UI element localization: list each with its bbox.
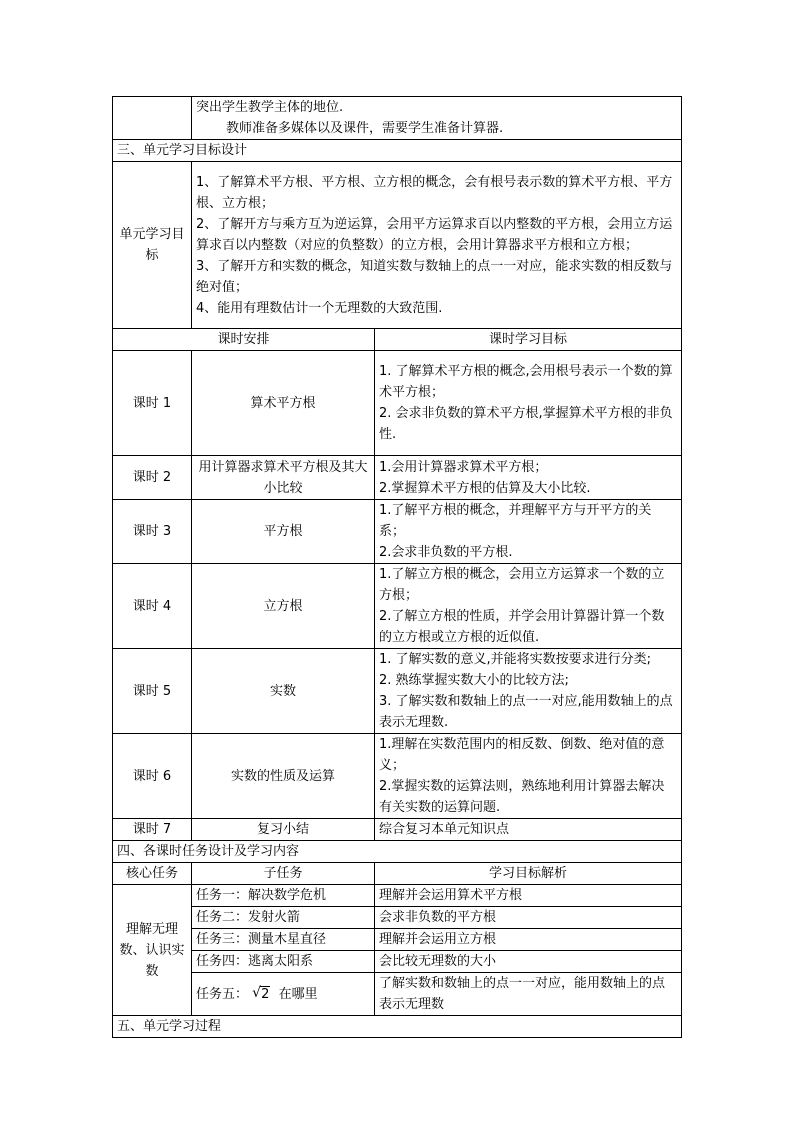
schedule-row bbox=[113, 500, 682, 564]
schedule-row bbox=[113, 819, 682, 841]
task-row bbox=[113, 885, 682, 907]
unit-goal-item: 1、了解算术平方根、平方根、立方根的概念，会有根号表示数的算术平方根、平方根、立方根； bbox=[196, 174, 673, 211]
period-topic: 算术平方根 bbox=[192, 351, 375, 456]
period-goals bbox=[375, 819, 682, 841]
period-goal-item: 1.会用计算器求算术平方根； bbox=[379, 459, 548, 475]
period-topic: 立方根 bbox=[192, 564, 375, 649]
schedule-row bbox=[113, 649, 682, 734]
period-goal-item: 2. 熟练掌握实数大小的比较方法; bbox=[379, 673, 569, 688]
period-goals bbox=[375, 734, 682, 819]
period-goal-item: 综合复习本单元知识点 bbox=[379, 822, 510, 837]
period-label: 课时 4 bbox=[113, 564, 192, 649]
period-goal-item: 1. 了解算术平方根的概念,会用根号表示一个数的算术平方根； bbox=[379, 364, 673, 400]
core-task: 理解无理数、认识实数 bbox=[113, 885, 192, 1016]
period-goal-item: 2.掌握算术平方根的估算及大小比较. bbox=[379, 480, 591, 496]
period-goals bbox=[375, 351, 682, 456]
schedule-header-right: 课时学习目标 bbox=[375, 329, 682, 351]
unit-goals-row bbox=[113, 162, 682, 329]
task-name: 任务二：发射火箭 bbox=[192, 907, 375, 929]
section5-title: 五、单元学习过程 bbox=[113, 1016, 682, 1038]
tasks-header-core: 核心任务 bbox=[113, 863, 192, 885]
period-goals bbox=[375, 649, 682, 734]
schedule-row bbox=[113, 456, 682, 500]
period-goals bbox=[375, 456, 682, 500]
tasks-header-row bbox=[113, 863, 682, 885]
period-label: 课时 2 bbox=[113, 456, 192, 500]
task-analysis: 会求非负数的平方根 bbox=[375, 907, 682, 929]
task-name: 任务一：解决数学危机 bbox=[192, 885, 375, 907]
period-topic: 用计算器求算术平方根及其大小比较 bbox=[192, 456, 375, 500]
period-goals bbox=[375, 500, 682, 564]
intro-text-cell bbox=[192, 97, 682, 140]
section4-title-row bbox=[113, 841, 682, 863]
period-goal-item: 1.了解平方根的概念，并理解平方与开平方的关系； bbox=[379, 503, 652, 539]
period-goal-item: 2. 会求非负数的算术平方根,掌握算术平方根的非负性. bbox=[379, 406, 673, 442]
lesson-plan-table bbox=[112, 96, 682, 1038]
period-goal-item: 1. 了解实数的意义,并能将实数按要求进行分类; bbox=[379, 652, 652, 667]
task-name: 任务四：逃离太阳系 bbox=[192, 951, 375, 973]
unit-goals-cell bbox=[192, 162, 682, 329]
task-analysis: 了解实数和数轴上的点一一对应，能用数轴上的点表示无理数 bbox=[375, 973, 682, 1016]
schedule-row bbox=[113, 734, 682, 819]
unit-goal-item: 4、能用有理数估计一个无理数的大致范围. bbox=[196, 300, 443, 316]
period-topic: 复习小结 bbox=[192, 819, 375, 841]
period-topic: 平方根 bbox=[192, 500, 375, 564]
radicand: 2 bbox=[261, 986, 270, 1002]
schedule-header-row bbox=[113, 329, 682, 351]
intro-line-1: 突出学生教学主体的地位. bbox=[196, 100, 344, 115]
period-label: 课时 1 bbox=[113, 351, 192, 456]
period-goal-item: 1.了解立方根的概念，会用立方运算求一个数的立方根； bbox=[379, 567, 665, 603]
section5-title-row bbox=[113, 1016, 682, 1038]
period-label: 课时 7 bbox=[113, 819, 192, 841]
period-goal-item: 2.了解立方根的性质，并学会用计算器计算一个数的立方根或立方根的近似值. bbox=[379, 609, 665, 645]
sqrt-two-expression bbox=[252, 984, 270, 1005]
task-analysis: 理解并会运用立方根 bbox=[375, 929, 682, 951]
period-topic: 实数 bbox=[192, 649, 375, 734]
task-analysis: 会比较无理数的大小 bbox=[375, 951, 682, 973]
period-goal-item: 2.掌握实数的运算法则，熟练地利用计算器去解决有关实数的运算问题. bbox=[379, 779, 665, 815]
tasks-header-sub: 子任务 bbox=[192, 863, 375, 885]
period-label: 课时 6 bbox=[113, 734, 192, 819]
task-row bbox=[113, 929, 682, 951]
section3-title: 三、单元学习目标设计 bbox=[113, 140, 682, 162]
period-label: 课时 5 bbox=[113, 649, 192, 734]
task-name bbox=[192, 973, 375, 1016]
period-goal-item: 2.会求非负数的平方根. bbox=[379, 545, 513, 560]
task-row bbox=[113, 907, 682, 929]
schedule-row bbox=[113, 564, 682, 649]
task-row bbox=[113, 951, 682, 973]
unit-goals-label: 单元学习目标 bbox=[113, 162, 192, 329]
period-goal-item: 3. 了解实数和数轴上的点一一对应,能用数轴上的点表示无理数. bbox=[379, 694, 673, 730]
period-goals bbox=[375, 564, 682, 649]
schedule-header-left: 课时安排 bbox=[113, 329, 375, 351]
period-label: 课时 3 bbox=[113, 500, 192, 564]
unit-goal-item: 2、了解开方与乘方互为逆运算，会用平方运算求百以内整数的平方根，会用立方运算求百以内整数（对应的负整数）的立方根，会用计算器求平方根和立方根； bbox=[196, 216, 673, 253]
task5-prefix: 任务五： bbox=[196, 986, 249, 1002]
task5-suffix: 在哪里 bbox=[278, 986, 318, 1002]
task-name: 任务三：测量木星直径 bbox=[192, 929, 375, 951]
intro-row bbox=[113, 97, 682, 140]
section4-title: 四、各课时任务设计及学习内容 bbox=[113, 841, 682, 863]
schedule-row bbox=[113, 351, 682, 456]
task-analysis: 理解并会运用算术平方根 bbox=[375, 885, 682, 907]
task-row bbox=[113, 973, 682, 1016]
period-goal-item: 1.理解在实数范围内的相反数、倒数、绝对值的意义； bbox=[379, 737, 665, 773]
radical-sign-icon: √ bbox=[252, 984, 262, 1001]
intro-empty-cell bbox=[113, 97, 192, 140]
period-topic: 实数的性质及运算 bbox=[192, 734, 375, 819]
tasks-header-analysis: 学习目标解析 bbox=[375, 863, 682, 885]
unit-goal-item: 3、了解开方和实数的概念，知道实数与数轴上的点一一对应，能求实数的相反数与绝对值； bbox=[196, 258, 673, 295]
intro-line-2: 教师准备多媒体以及课件，需要学生准备计算器. bbox=[226, 121, 504, 136]
section3-title-row bbox=[113, 140, 682, 162]
